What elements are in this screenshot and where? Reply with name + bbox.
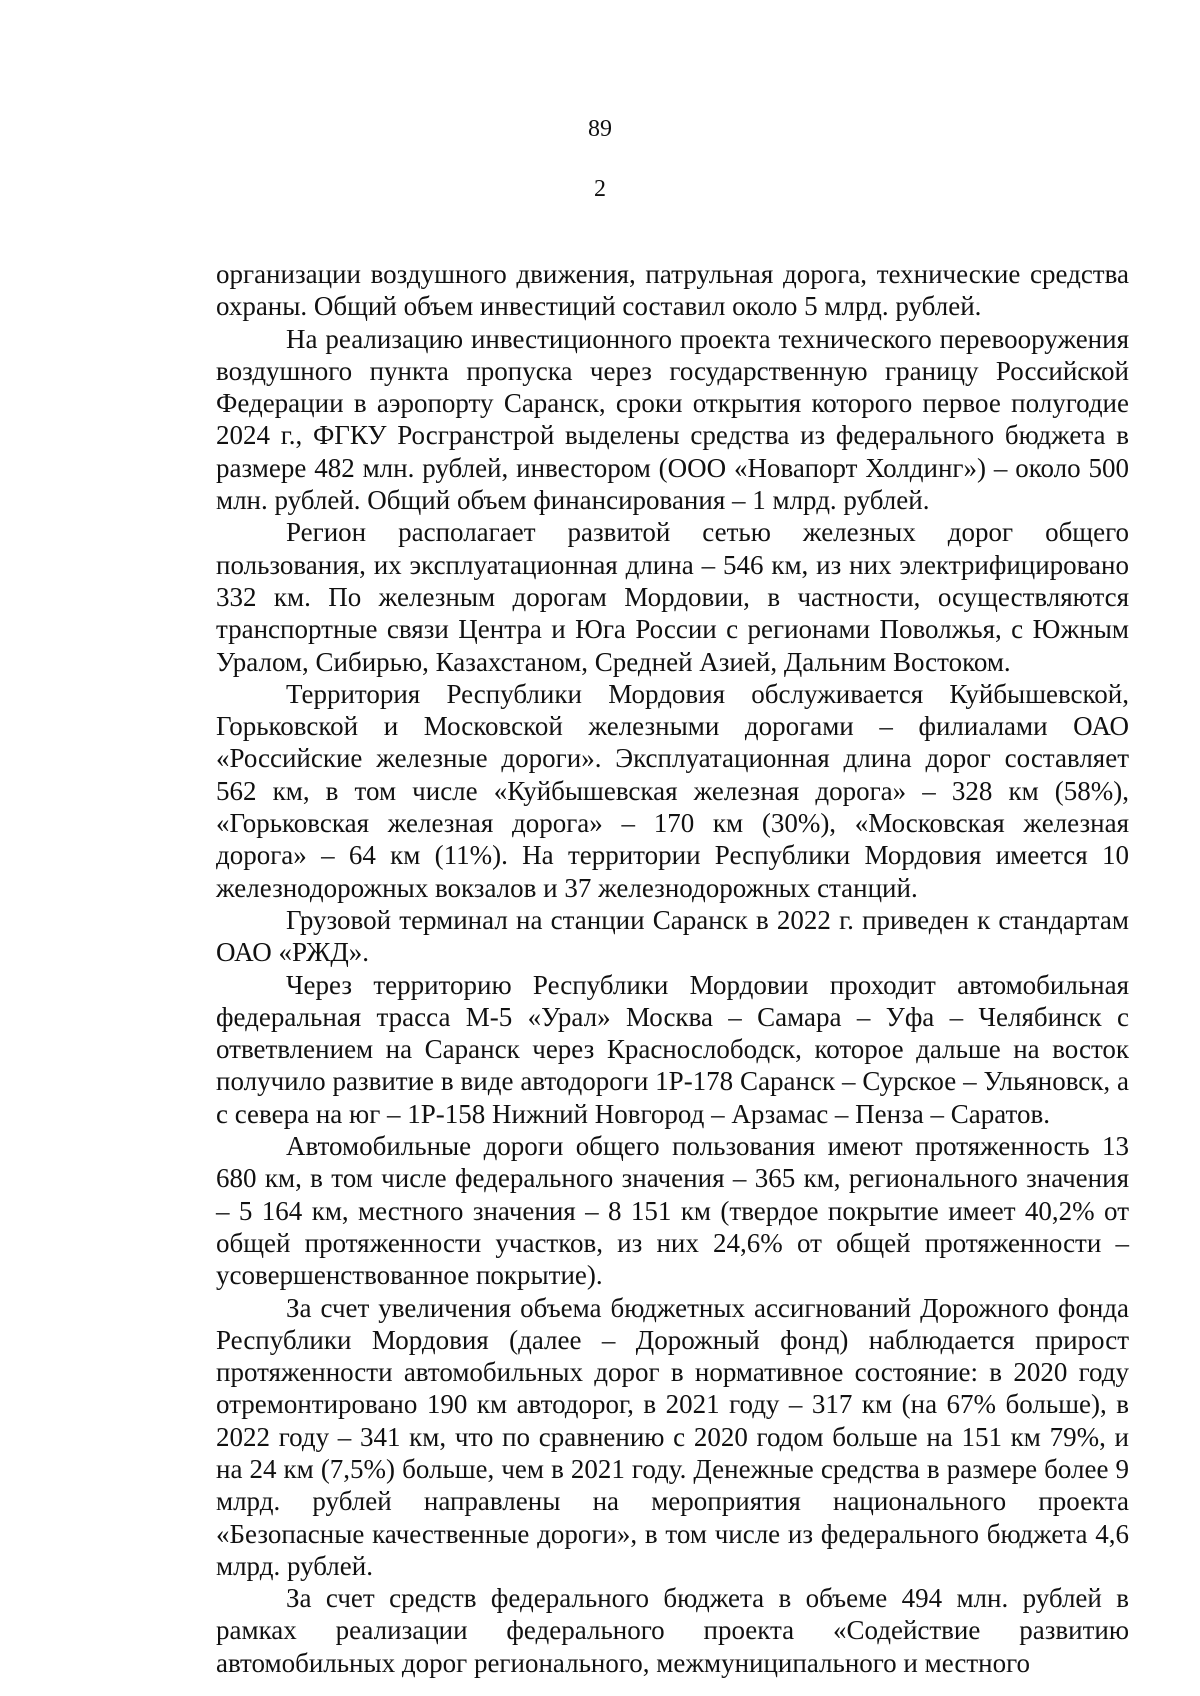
document-body (216, 258, 1129, 1679)
paragraph-airport-reequipment: На реализацию инвестиционного проекта технического перевооружения воздушного пункта пропуска через государственную границу Российской Федерации в аэропорту Саранск, сроки открытия которого первое полугодие 2024 г., ФГКУ Росгранстрой выделены средства из федерального бюджета в размере 482 млн. рублей, инвестором (ООО «Новапорт Холдинг») – около 500 млн. рублей. Общий объем финансирования – 1 млрд. рублей. (216, 323, 1129, 516)
paragraph-continuation: организации воздушного движения, патрульная дорога, технические средства охраны. Общий объем инвестиций составил около 5 млрд. рублей. (216, 259, 1129, 322)
paragraph-road-length: Автомобильные дороги общего пользования имеют протяженность 13 680 км, в том числе федерального значения – 365 км, регионального значения – 5 164 км, местного значения – 8 151 км (твердое покрытие имеет 40,2% от общей протяженности участков, из них 24,6% от общей протяженности – усовершенствованное покрытие). (216, 1131, 1129, 1291)
paragraph-federal-highway: Через территорию Республики Мордовии проходит автомобильная федеральная трасса М-5 «Урал» Москва – Самара – Уфа – Челябинск с ответвлением на Саранск через Краснослободск, которое дальше на восток получило развитие в виде автодороги 1Р-178 Саранск – Сурское – Ульяновск, а с севера на юг – 1Р-158 Нижний Новгород – Арзамас – Пенза – Саратов. (216, 969, 1129, 1129)
paragraph-railway-operators: Территория Республики Мордовия обслуживается Куйбышевской, Горьковской и Московской железными дорогами – филиалами ОАО «Российские железные дороги». Эксплуатационная длина дорог составляет 562 км, в том числе «Куйбышевская железная дорога» – 328 км (58%), «Горьковская железная дорога» – 170 км (30%), «Московская железная дорога» – 64 км (11%). На территории Республики Мордовия имеется 10 железнодорожных вокзалов и 37 железнодорожных станций. (216, 678, 1129, 903)
paragraph-railway-network: Регион располагает развитой сетью железных дорог общего пользования, их эксплуатационная длина – 546 км, из них электрифицировано 332 км. По железным дорогам Мордовии, в частности, осуществляются транспортные связи Центра и Юга России с регионами Поволжья, с Южным Уралом, Сибирью, Казахстаном, Средней Азией, Дальним Востоком. (216, 517, 1129, 677)
page-number-top: 89 (588, 116, 612, 142)
paragraph-federal-budget: За счет средств федерального бюджета в объеме 494 млн. рублей в рамках реализации федерального проекта «Содействие развитию автомобильных дорог регионального, межмуниципального и местного (216, 1583, 1129, 1678)
page-number-sub: 2 (594, 176, 606, 202)
paragraph-road-fund: За счет увеличения объема бюджетных ассигнований Дорожного фонда Республики Мордовия (далее – Дорожный фонд) наблюдается прирост протяженности автомобильных дорог в нормативное состояние: в 2020 году отремонтировано 190 км автодорог, в 2021 году – 317 км (на 67% больше), в 2022 году – 341 км, что по сравнению с 2020 годом больше на 151 км 79%, и на 24 км (7,5%) больше, чем в 2021 году. Денежные средства в размере более 9 млрд. рублей направлены на мероприятия национального проекта «Безопасные качественные дороги», в том числе из федерального бюджета 4,6 млрд. рублей. (216, 1292, 1129, 1581)
paragraph-cargo-terminal: Грузовой терминал на станции Саранск в 2022 г. приведен к стандартам ОАО «РЖД». (216, 904, 1129, 968)
